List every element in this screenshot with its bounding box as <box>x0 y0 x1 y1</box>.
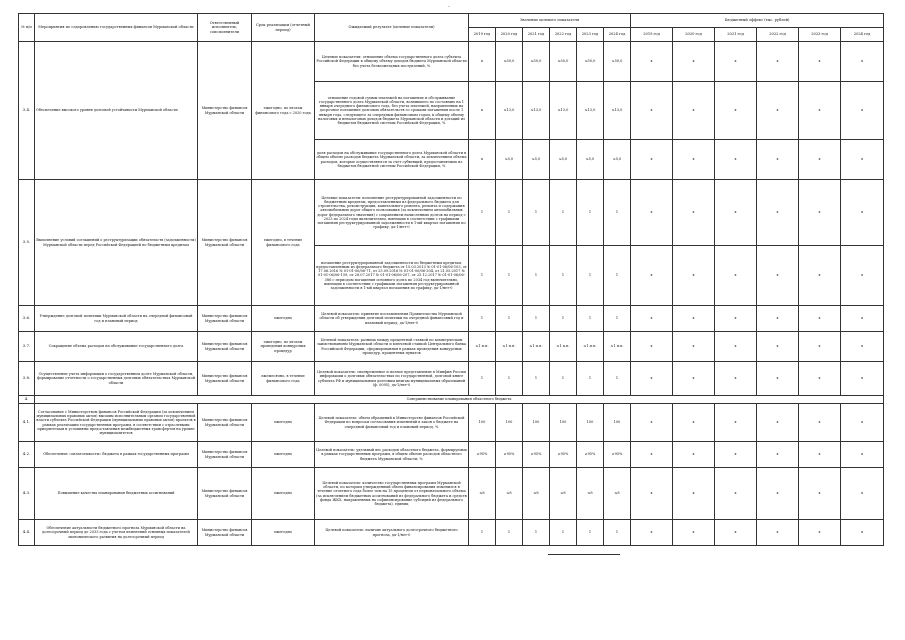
effect-cell: x <box>799 246 841 306</box>
result-cell: Целевой показатель: наличие актуального долгосрочного бюджетного прогноза, да-1/нет-0 <box>315 520 469 546</box>
effect-cell: x <box>631 140 673 180</box>
effect-cell: x <box>799 468 841 520</box>
event-cell: Осуществление учета информации о государственном долге Мурманской области, формирование отчетности о государственных долговых обязательствах Мурманской области <box>35 362 198 396</box>
effect-cell: x <box>673 442 715 468</box>
table-row <box>19 442 884 468</box>
value-cell: x <box>469 82 496 140</box>
value-cell: 1 <box>577 520 604 546</box>
event-cell: Утверждение долговой политики Мурманской области на очередной финансовый год и плановый период <box>35 306 198 332</box>
group-effect: Бюджетный эффект (тыс. рублей) <box>631 14 884 28</box>
row-number: 3.7. <box>19 332 35 362</box>
value-cell: ≤13,0 <box>604 82 631 140</box>
value-cell: ≤50,0 <box>523 42 550 82</box>
year-effect: 2024 год <box>841 28 884 42</box>
value-cell: 1 <box>496 520 523 546</box>
effect-cell: x <box>673 42 715 82</box>
year-effect: 2019 год <box>631 28 673 42</box>
effect-cell: x <box>673 520 715 546</box>
effect-cell: x <box>673 468 715 520</box>
year-effect: 2021 год <box>715 28 757 42</box>
result-cell: Целевой показатель: количество государственных программ Мурманской области, по которым утвержденный объем финансирования изменился в течение отчетного года более чем на 15 процентов от первоначального объема (за исключением бюджетных ассигнований из федерального бюджета и средств фонда ЖКХ, направленных на софинансирование субсидий из федерального бюджета), единиц <box>315 468 469 520</box>
value-cell: 1 <box>496 362 523 396</box>
col-event: Мероприятия по оздоровлению государственных финансов Мурманской области <box>35 14 198 42</box>
effect-cell: x <box>799 520 841 546</box>
year-value: 2019 год <box>469 28 496 42</box>
group-values: Значение целевого показателя <box>469 14 631 28</box>
value-cell: ≤1 п.п. <box>469 332 496 362</box>
value-cell: ≥95% <box>523 442 550 468</box>
value-cell: ≥95% <box>496 442 523 468</box>
value-cell: ≥95% <box>469 442 496 468</box>
effect-cell: x <box>757 82 799 140</box>
value-cell: 100 <box>469 404 496 442</box>
value-cell: 1 <box>550 306 577 332</box>
year-value: 2020 год <box>496 28 523 42</box>
header-row <box>19 14 884 28</box>
value-cell: 1 <box>523 520 550 546</box>
effect-cell: x <box>841 180 884 246</box>
value-cell: 1 <box>550 180 577 246</box>
value-cell: ≤1 п.п. <box>577 332 604 362</box>
value-cell: 1 <box>604 520 631 546</box>
value-cell: ≤8 <box>604 468 631 520</box>
effect-cell: x <box>715 362 757 396</box>
section-row <box>19 396 884 404</box>
effect-cell: x <box>757 246 799 306</box>
effect-cell: x <box>757 306 799 332</box>
value-cell: ≤8 <box>523 468 550 520</box>
value-cell: ≤1 п.п. <box>496 332 523 362</box>
row-number: 4.1. <box>19 404 35 442</box>
value-cell: 100 <box>523 404 550 442</box>
result-cell: Целевой показатель: объем обращений в Министерство финансов Российской Федерации по вопросам согласования изменений в закон о бюджете на очередной финансовый год и плановый период, % <box>315 404 469 442</box>
effect-cell: x <box>841 82 884 140</box>
value-cell: 1 <box>577 362 604 396</box>
effect-cell: x <box>841 140 884 180</box>
value-cell: ≤13,0 <box>550 82 577 140</box>
value-cell: 100 <box>496 404 523 442</box>
value-cell: ≤50,0 <box>577 42 604 82</box>
effect-cell: x <box>631 42 673 82</box>
value-cell: 1 <box>496 180 523 246</box>
effect-cell: x <box>841 306 884 332</box>
effect-cell: x <box>799 82 841 140</box>
table-row <box>19 42 884 82</box>
value-cell: ≤1 п.п. <box>523 332 550 362</box>
year-value: 2022 год <box>550 28 577 42</box>
value-cell: 1 <box>523 246 550 306</box>
value-cell: 1 <box>469 520 496 546</box>
year-effect: 2023 год <box>799 28 841 42</box>
effect-cell: x <box>841 520 884 546</box>
value-cell: 100 <box>550 404 577 442</box>
effect-cell: x <box>799 42 841 82</box>
value-cell: 1 <box>577 306 604 332</box>
effect-cell: x <box>673 246 715 306</box>
event-cell: Обеспечение «оплатоемкости» бюджета в рамках государственных программ <box>35 442 198 468</box>
row-number: 3.8. <box>19 362 35 396</box>
effect-cell: x <box>715 442 757 468</box>
table-row <box>19 332 884 362</box>
effect-cell: x <box>757 332 799 362</box>
value-cell: 1 <box>496 306 523 332</box>
effect-cell: x <box>631 306 673 332</box>
result-cell: Целевой показатель: принятие постановления Правительства Мурманской области об утверждении долговой политики на очередной финансовый год и плановый период, да-1/нет-0 <box>315 306 469 332</box>
effect-cell: x <box>715 520 757 546</box>
responsible-cell: Министерство финансов Мурманской области <box>198 42 252 180</box>
term-cell: ежегодно <box>252 404 315 442</box>
table-row <box>19 468 884 520</box>
value-cell: 1 <box>523 362 550 396</box>
value-cell: ≥95% <box>604 442 631 468</box>
value-cell: ≤5,0 <box>523 140 550 180</box>
value-cell: 1 <box>550 520 577 546</box>
value-cell: 1 <box>604 362 631 396</box>
value-cell: 1 <box>469 362 496 396</box>
effect-cell: x <box>841 246 884 306</box>
year-effect: 2022 год <box>757 28 799 42</box>
term-cell: ежегодно <box>252 468 315 520</box>
event-cell: Обеспечение высокого уровня долговой устойчивости Мурманской области <box>35 42 198 180</box>
table-row <box>19 404 884 442</box>
effect-cell: x <box>757 140 799 180</box>
effect-cell: x <box>631 468 673 520</box>
result-cell: доля расходов на обслуживание государственного долга Мурманской области в общем объеме расходов бюджета Мурманской области, за исключением объема расходов, которые осуществляются за счет субвенций, предоставляемых из бюджетов бюджетной системы Российской Федерации, % <box>315 140 469 180</box>
col-responsible: Ответственный исполнитель, соисполнители <box>198 14 252 42</box>
result-cell: Целевой показатель: своевременное и полное представление в Минфин России информации о долговых обязательствах по государственной, долговой книге субъекта РФ и муниципальным долговым книгам муниципальных образований (ф. 0095), да-1/нет-0 <box>315 362 469 396</box>
value-cell: 1 <box>469 246 496 306</box>
year-value: 2024 год <box>604 28 631 42</box>
value-cell: 1 <box>523 306 550 332</box>
value-cell: ≤5,0 <box>550 140 577 180</box>
effect-cell: x <box>673 404 715 442</box>
value-cell: ≥95% <box>550 442 577 468</box>
effect-cell: x <box>841 404 884 442</box>
effect-cell: x <box>715 306 757 332</box>
effect-cell: x <box>673 140 715 180</box>
term-cell: ежегодно, в течение финансового года <box>252 180 315 306</box>
effect-cell: x <box>841 42 884 82</box>
reform-plan-table <box>18 13 884 546</box>
row-number: 4.2. <box>19 442 35 468</box>
term-cell: ежегодно <box>252 520 315 546</box>
value-cell: 1 <box>577 180 604 246</box>
value-cell: 1 <box>604 246 631 306</box>
effect-cell: x <box>799 140 841 180</box>
effect-cell: x <box>757 180 799 246</box>
value-cell: 1 <box>550 246 577 306</box>
effect-cell: x <box>757 442 799 468</box>
table-row <box>19 180 884 246</box>
effect-cell: x <box>757 468 799 520</box>
effect-cell: x <box>757 42 799 82</box>
result-cell: Целевой показатель: удельный вес расходов областного бюджета, формируемых в рамках государственных программ, в общем объеме расходов областного бюджета Мурманской области, % <box>315 442 469 468</box>
value-cell: ≤5,0 <box>604 140 631 180</box>
effect-cell: x <box>757 404 799 442</box>
effect-cell: x <box>757 520 799 546</box>
event-cell: Обеспечение актуальности бюджетного прогноза Мурманской области на долгосрочный период до 2033 года с учетом изменений основных показателей экономического развития на долгосрочный период <box>35 520 198 546</box>
responsible-cell: Министерство финансов Мурманской области <box>198 404 252 442</box>
value-cell: ≤5,0 <box>496 140 523 180</box>
term-cell: ежегодно <box>252 306 315 332</box>
value-cell: ≤8 <box>577 468 604 520</box>
value-cell: ≤50,0 <box>550 42 577 82</box>
effect-cell: x <box>715 42 757 82</box>
effect-cell: x <box>673 82 715 140</box>
effect-cell: x <box>631 180 673 246</box>
responsible-cell: Министерство финансов Мурманской области <box>198 468 252 520</box>
table-row <box>19 306 884 332</box>
effect-cell: x <box>841 332 884 362</box>
row-number: 3.4. <box>19 42 35 180</box>
effect-cell: x <box>757 362 799 396</box>
effect-cell: x <box>841 362 884 396</box>
responsible-cell: Министерство финансов Мурманской области <box>198 332 252 362</box>
closing-line <box>548 554 620 555</box>
value-cell: ≤1 п.п. <box>550 332 577 362</box>
col-term: Срок реализации (отчетный период) <box>252 14 315 42</box>
effect-cell: x <box>799 404 841 442</box>
term-cell: ежегодно <box>252 442 315 468</box>
effect-cell: x <box>715 246 757 306</box>
value-cell: 1 <box>550 362 577 396</box>
effect-cell: x <box>673 332 715 362</box>
result-cell: Целевой показатель: разница между процентной ставкой по коммерческим заимствованиям Мурманской области и ключевой ставкой Центрального банка Российской Федерации, сформированная в рамках проведения конкурсных процедур, процентных пунктов <box>315 332 469 362</box>
row-number: 3.6. <box>19 306 35 332</box>
responsible-cell: Министерство финансов Мурманской области <box>198 180 252 306</box>
value-cell: ≤13,0 <box>496 82 523 140</box>
effect-cell: x <box>715 180 757 246</box>
effect-cell: x <box>631 82 673 140</box>
value-cell: ≥95% <box>577 442 604 468</box>
effect-cell: x <box>631 520 673 546</box>
value-cell: ≤13,0 <box>523 82 550 140</box>
value-cell: ≤8 <box>550 468 577 520</box>
effect-cell: x <box>799 442 841 468</box>
term-cell: ежемесячно, в течение финансового года <box>252 362 315 396</box>
effect-cell: x <box>799 362 841 396</box>
effect-cell: x <box>673 180 715 246</box>
value-cell: 1 <box>604 180 631 246</box>
responsible-cell: Министерство финансов Мурманской области <box>198 362 252 396</box>
value-cell: ≤1 п.п. <box>604 332 631 362</box>
effect-cell: x <box>631 442 673 468</box>
event-cell: Согласование с Министерством финансов Российской Федерации (за исключением муниципальных правовых актов) высшим исполнительным органом государственной власти субъекта Российской Федерации (муниципальных правовых актов) проектов в рамках реализации государственных программ, в соответствии с отраслевыми приоритетами и условиями предоставления межбюджетных трансфертов на уровне муниципалитетов <box>35 404 198 442</box>
result-cell: отношение годовой суммы платежей на погашение и обслуживание государственного долга Мурманской области, возникшего по состоянию на 1 января очередного финансового года, без учета платежей, направленных на досрочное погашение долговых обязательств со сроками погашения после 1 января года, следующего за очередным финансовым годом, к общему объему налоговых и неналоговых доходов бюджета Мурманской области и дотаций из бюджетов бюджетной системы Российской Федерации, % <box>315 82 469 140</box>
effect-cell: x <box>631 246 673 306</box>
value-cell: 100 <box>577 404 604 442</box>
row-number: 4.3. <box>19 468 35 520</box>
term-cell: ежегодно, по итогам финансового года с 2020 года <box>252 42 315 180</box>
effect-cell: x <box>715 82 757 140</box>
row-number: 3.5. <box>19 180 35 306</box>
effect-cell: x <box>715 332 757 362</box>
effect-cell: x <box>715 404 757 442</box>
top-mark: · <box>448 4 450 11</box>
responsible-cell: Министерство финансов Мурманской области <box>198 520 252 546</box>
value-cell: ≤50,0 <box>604 42 631 82</box>
section-number: 4. <box>19 396 35 404</box>
responsible-cell: Министерство финансов Мурманской области <box>198 442 252 468</box>
effect-cell: x <box>841 442 884 468</box>
section-title: Совершенствование планирования областного бюджета <box>35 396 884 404</box>
year-value: 2023 год <box>577 28 604 42</box>
value-cell: 1 <box>469 180 496 246</box>
effect-cell: x <box>631 332 673 362</box>
event-cell: Сокращение объема расходов на обслуживание государственного долга <box>35 332 198 362</box>
value-cell: ≤8 <box>496 468 523 520</box>
effect-cell: x <box>631 404 673 442</box>
value-cell: 1 <box>523 180 550 246</box>
result-cell: Целевые показатели: отношение объема государственного долга субъекта Российской Федерации к общему объему доходов бюджета Мурманской области без учета безвозмездных поступлений, % <box>315 42 469 82</box>
value-cell: 1 <box>604 306 631 332</box>
table-row <box>19 520 884 546</box>
value-cell: 100 <box>604 404 631 442</box>
year-value: 2021 год <box>523 28 550 42</box>
effect-cell: x <box>715 468 757 520</box>
value-cell: x <box>469 140 496 180</box>
responsible-cell: Министерство финансов Мурманской области <box>198 306 252 332</box>
effect-cell: x <box>799 180 841 246</box>
effect-cell: x <box>673 306 715 332</box>
year-effect: 2020 год <box>673 28 715 42</box>
effect-cell: x <box>799 332 841 362</box>
value-cell: 1 <box>577 246 604 306</box>
event-cell: Выполнение условий соглашений о реструктуризации обязательств (задолженности) Мурманской области перед Российской Федерацией по бюджетным кредитам <box>35 180 198 306</box>
effect-cell: x <box>673 362 715 396</box>
value-cell: ≤8 <box>469 468 496 520</box>
value-cell: x <box>469 42 496 82</box>
effect-cell: x <box>631 362 673 396</box>
effect-cell: x <box>715 140 757 180</box>
value-cell: ≤50,0 <box>496 42 523 82</box>
table-row <box>19 362 884 396</box>
col-number: № п/п <box>19 14 35 42</box>
value-cell: ≤5,0 <box>577 140 604 180</box>
col-result: Ожидаемый результат (целевые показатели) <box>315 14 469 42</box>
term-cell: ежегодно, по итогам проведения конкурсных процедур <box>252 332 315 362</box>
effect-cell: x <box>841 468 884 520</box>
value-cell: ≤13,0 <box>577 82 604 140</box>
effect-cell: x <box>799 306 841 332</box>
result-cell: Целевые показатели: исполнение реструктурированной задолженности по бюджетным кредитам, предоставленным из федерального бюджета для строительства, реконструкции, капитального ремонта, ремонта и содержания автомобильных дорог общего пользования (за исключением автомобильных дорог федерального значения) с сохранением начисленных долгов на период с 2023 по 2024 годы включительно, имеющих в соответствии с графиками погашения реструктурированной задолженности в 1-ый квартал погашения по графику, да-1/нет-0 <box>315 180 469 246</box>
event-cell: Повышение качества планирования бюджетных ассигнований <box>35 468 198 520</box>
value-cell: 1 <box>496 246 523 306</box>
result-cell: погашение реструктурированной задолженности по бюджетным кредитам, предоставленным из федерального бюджета от 15.03.2013 № 01-01-06/06-103, от 17.06.2016 № 01-01-06/06-71, от 25.09.2016 № 01-01-06/06-204, от 21.05.2017 № 01-01-06/06-159, от 28.07.2017 № 01-01-06/06-207, от 25.12.2017 № 01-01-06/06-386 с периодом погашения основного долга по 2034 год включительно, имеющих в соответствии с графиками погашения реструктурированной задолженности в 1-ый квартал погашения по графику, да-1/нет-0 <box>315 246 469 306</box>
row-number: 4.4. <box>19 520 35 546</box>
value-cell: 1 <box>469 306 496 332</box>
